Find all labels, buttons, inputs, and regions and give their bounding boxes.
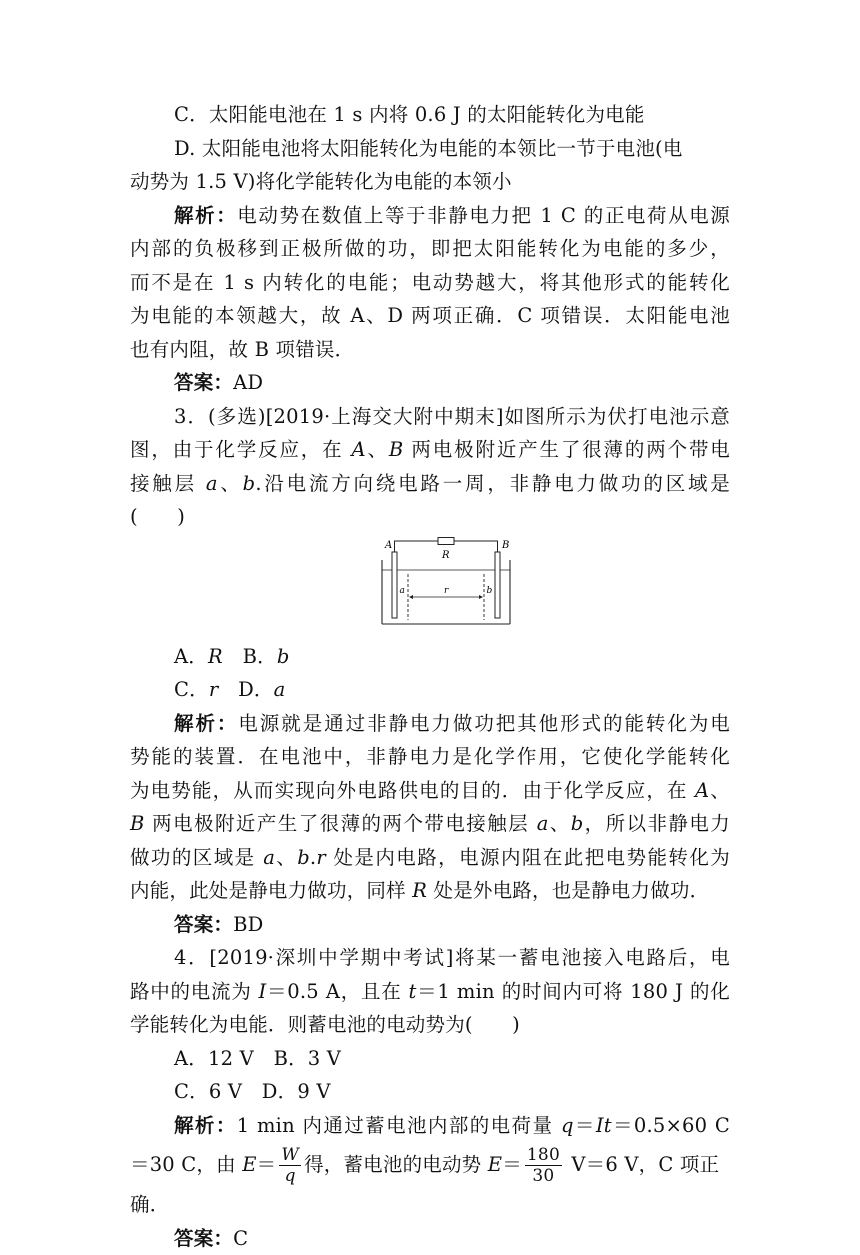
q3-analysis-line3 bbox=[130, 774, 730, 808]
text: ＝ bbox=[257, 1153, 277, 1176]
label-A: A bbox=[384, 540, 392, 551]
text: 、 bbox=[366, 438, 389, 461]
var-b: b bbox=[297, 846, 310, 869]
option-c-key: C． bbox=[174, 678, 209, 701]
q3-options-cd bbox=[130, 673, 730, 707]
text: 处是外电路，也是静电力做功． bbox=[427, 879, 709, 902]
text: 内能，此处是静电力做功，同样 bbox=[130, 879, 412, 902]
answer-value: C bbox=[233, 1227, 248, 1250]
var-b: b bbox=[243, 472, 256, 495]
answer-value: AD bbox=[233, 371, 263, 394]
q4-options-cd: C．6 V D．9 V bbox=[130, 1075, 730, 1109]
q3-analysis-line4 bbox=[130, 807, 730, 841]
text: .沿电流方向绕电路一周，非静电力做功的区域是 bbox=[255, 472, 730, 495]
fraction-denominator: q bbox=[279, 1166, 301, 1186]
label-r: r bbox=[444, 586, 449, 596]
q2-analysis-line2: 内部的负极移到正极所做的功，即把太阳能转化为电能的多少， bbox=[130, 232, 730, 266]
var-I: I bbox=[259, 980, 267, 1003]
electrode-A bbox=[392, 552, 397, 618]
text: ＝30 C，由 bbox=[130, 1153, 242, 1176]
q2-answer bbox=[130, 366, 730, 400]
q2-analysis-line1 bbox=[130, 199, 730, 233]
fraction-180-over-30 bbox=[525, 1145, 562, 1186]
text: 处是内电路，电源内阻在此把电势能转化为 bbox=[326, 846, 730, 869]
text: ＝ bbox=[574, 1114, 596, 1137]
var-q: q bbox=[561, 1114, 574, 1137]
var-a: a bbox=[263, 846, 275, 869]
text: 、 bbox=[549, 812, 571, 835]
var-B: B bbox=[389, 438, 404, 461]
q3-options-ab bbox=[130, 640, 730, 674]
q2-analysis-line3: 而不是在 1 s 内转化的电能；电动势越大，将其他形式的能转化 bbox=[130, 266, 730, 300]
analysis-label: 解析： bbox=[174, 712, 238, 735]
label-R: R bbox=[441, 550, 450, 561]
text: 、 bbox=[218, 472, 243, 495]
var-A: A bbox=[695, 779, 709, 802]
text: 接触层 bbox=[130, 472, 206, 495]
option-d-key: D． bbox=[238, 678, 274, 701]
var-b: b bbox=[571, 812, 584, 835]
text: ，所以非静电力 bbox=[583, 812, 730, 835]
var-A: A bbox=[352, 438, 366, 461]
q4-analysis-line3: 确． bbox=[130, 1188, 730, 1222]
q3-analysis-line5 bbox=[130, 841, 730, 875]
text: ＝0.5×60 C bbox=[612, 1114, 730, 1137]
q2-option-d-line2: 动势为 1.5 V)将化学能转化为电能的本领小 bbox=[130, 165, 730, 199]
q4-stem-line2 bbox=[130, 975, 730, 1009]
option-c-value: r bbox=[209, 678, 219, 701]
q3-stem-line4: ( ) bbox=[130, 500, 730, 534]
answer-value: BD bbox=[233, 913, 263, 936]
electrode-B bbox=[495, 552, 500, 618]
q3-analysis-line6 bbox=[130, 874, 730, 908]
q3-analysis-line2: 势能的装置．在电池中，非静电力是化学作用，它使化学能转化 bbox=[130, 740, 730, 774]
label-b: b bbox=[487, 586, 493, 596]
text: 为电势能，从而实现向外电路供电的目的．由于化学反应，在 bbox=[130, 779, 695, 802]
q2-analysis-line5: 也有内阻，故 B 项错误． bbox=[130, 333, 730, 367]
analysis-label: 解析： bbox=[174, 1114, 237, 1137]
option-b-key: B． bbox=[243, 645, 277, 668]
q4-options-ab: A．12 V B．3 V bbox=[130, 1042, 730, 1076]
text: 、 bbox=[709, 779, 730, 802]
q4-stem-line1: 4．[2019·深圳中学期中考试]将某一蓄电池接入电路后，电 bbox=[130, 941, 730, 975]
resistor-R bbox=[438, 537, 454, 544]
text: . bbox=[310, 846, 316, 869]
text: ＝ bbox=[502, 1153, 522, 1176]
q2-analysis-line4: 为电能的本领越大，故 A、D 两项正确．C 项错误．太阳能电池 bbox=[130, 299, 730, 333]
answer-label: 答案： bbox=[174, 1227, 233, 1250]
q3-stem-line1: 3．(多选)[2019·上海交大附中期末]如图所示为伏打电池示意 bbox=[130, 400, 730, 434]
text: 路中的电流为 bbox=[130, 980, 259, 1003]
q3-analysis-line1 bbox=[130, 707, 730, 741]
text: 两电极附近产生了很薄的两个带电接触层 bbox=[145, 812, 537, 835]
voltaic-cell-diagram bbox=[376, 534, 516, 628]
var-t: t bbox=[408, 980, 416, 1003]
text: 1 min 内通过蓄电池内部的电荷量 bbox=[237, 1114, 561, 1137]
document-page bbox=[130, 98, 730, 1255]
fraction-numerator: W bbox=[279, 1145, 301, 1166]
analysis-text: 电动势在数值上等于非静电力把 1 C 的正电荷从电源 bbox=[237, 204, 730, 227]
var-a: a bbox=[537, 812, 549, 835]
fraction-W-over-q bbox=[279, 1145, 301, 1186]
answer-label: 答案： bbox=[174, 913, 233, 936]
text: 、 bbox=[275, 846, 297, 869]
q2-option-c: C．太阳能电池在 1 s 内将 0.6 J 的太阳能转化为电能 bbox=[130, 98, 730, 132]
var-It: It bbox=[596, 1114, 612, 1137]
option-d-value: a bbox=[274, 678, 286, 701]
fraction-numerator: 180 bbox=[525, 1145, 562, 1166]
var-E: E bbox=[488, 1153, 502, 1176]
text: 图，由于化学反应，在 bbox=[130, 438, 352, 461]
arrowhead-right bbox=[479, 595, 483, 599]
arrowhead-left bbox=[409, 595, 413, 599]
var-r: r bbox=[316, 846, 326, 869]
text: ＝1 min 的时间内可将 180 J 的化 bbox=[417, 980, 731, 1003]
q4-analysis-line1 bbox=[130, 1109, 730, 1143]
fraction-denominator: 30 bbox=[525, 1166, 562, 1186]
text: 两电极附近产生了很薄的两个带电 bbox=[403, 438, 730, 461]
option-b-value: b bbox=[277, 645, 290, 668]
text: ＝0.5 A，且在 bbox=[266, 980, 408, 1003]
var-B: B bbox=[130, 812, 145, 835]
label-a: a bbox=[400, 586, 405, 596]
option-a-key: A． bbox=[174, 645, 208, 668]
analysis-text: 电源就是通过非静电力做功把其他形式的能转化为电 bbox=[238, 712, 730, 735]
q3-stem-line2 bbox=[130, 433, 730, 467]
option-a-value: R bbox=[208, 645, 223, 668]
q3-stem-line3 bbox=[130, 467, 730, 501]
text: 做功的区域是 bbox=[130, 846, 263, 869]
q2-option-d-line1: D. 太阳能电池将太阳能转化为电能的本领比一节于电池(电 bbox=[130, 132, 730, 166]
answer-label: 答案： bbox=[174, 371, 233, 394]
var-R: R bbox=[412, 879, 427, 902]
q3-answer bbox=[130, 908, 730, 942]
label-B: B bbox=[501, 540, 509, 551]
var-E: E bbox=[242, 1153, 256, 1176]
var-a: a bbox=[206, 472, 218, 495]
text: 得，蓄电池的电动势 bbox=[304, 1153, 488, 1176]
q4-analysis-line2 bbox=[130, 1142, 730, 1188]
text: V＝6 V，C 项正 bbox=[565, 1153, 719, 1176]
q4-stem-line3: 学能转化为电能．则蓄电池的电动势为( ) bbox=[130, 1008, 730, 1042]
voltaic-cell-figure-wrap bbox=[130, 534, 730, 640]
q4-answer bbox=[130, 1222, 730, 1255]
analysis-label: 解析： bbox=[174, 204, 237, 227]
